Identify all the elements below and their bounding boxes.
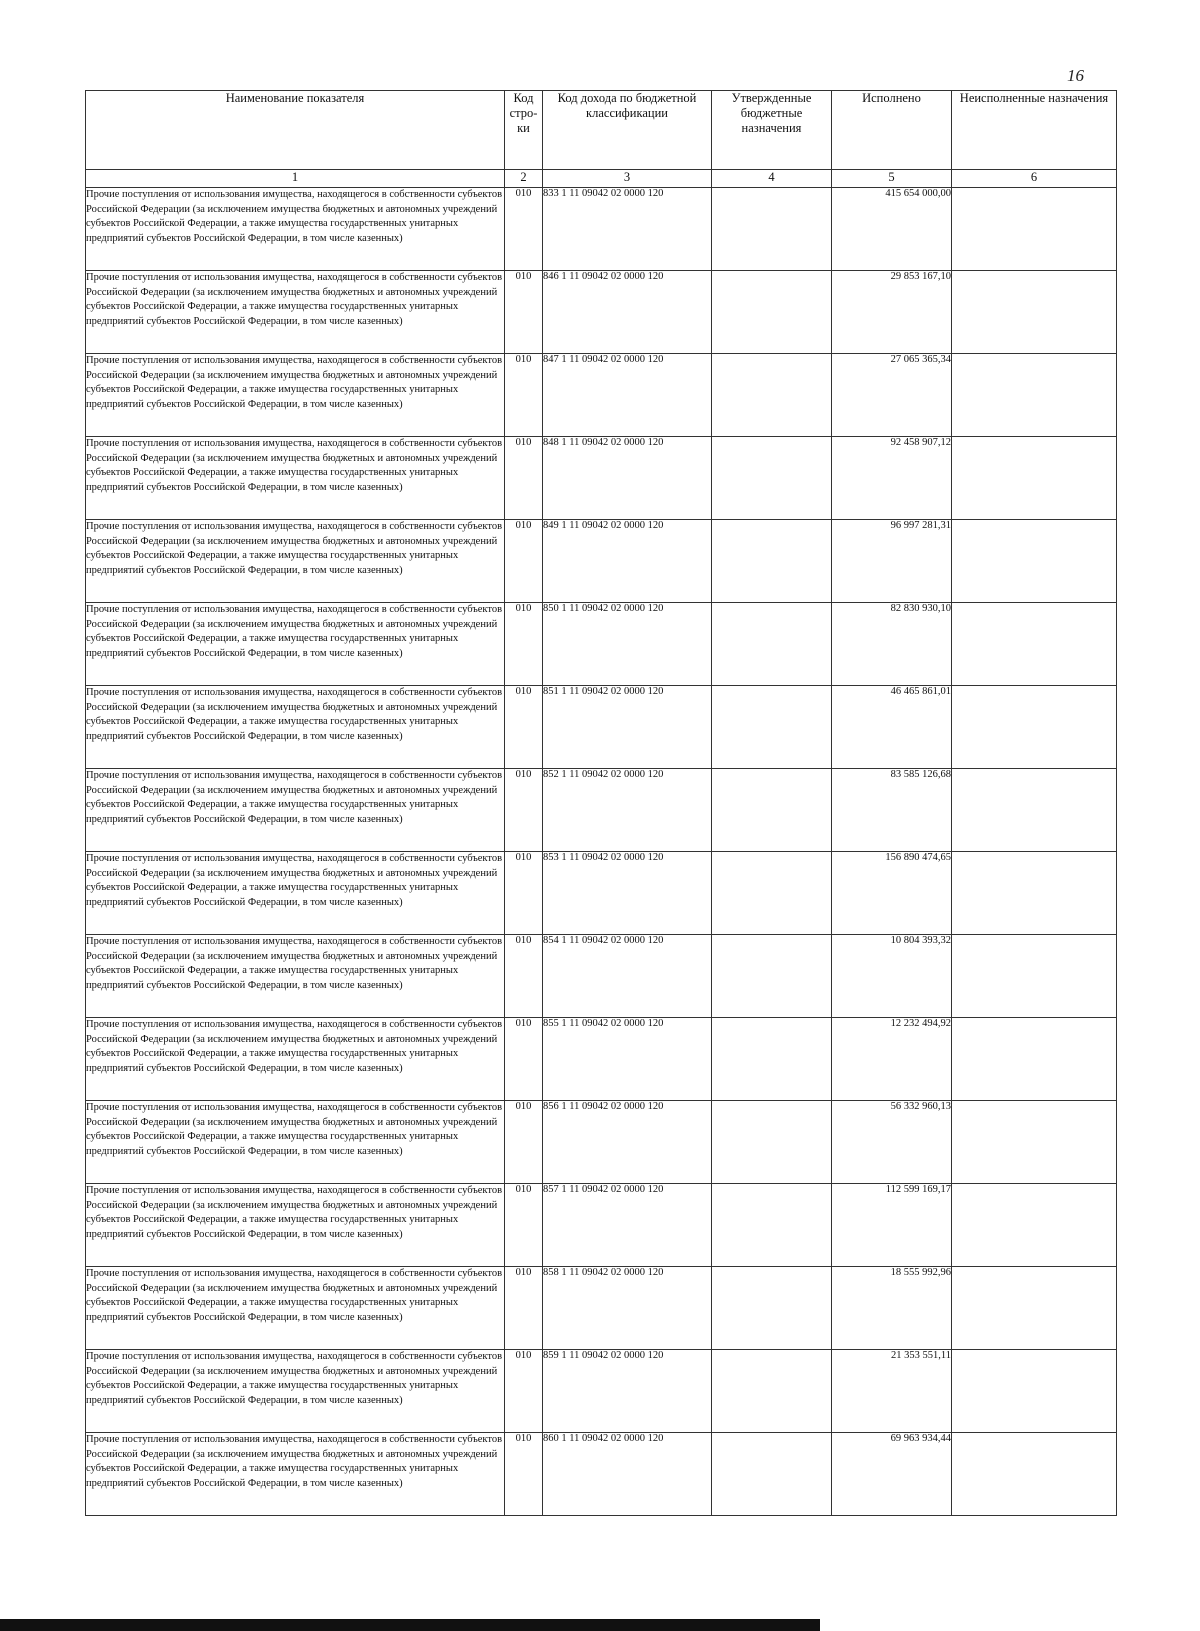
- approved-amount: [712, 686, 832, 769]
- unexecuted-amount: [952, 271, 1117, 354]
- table-header-row: [86, 91, 1117, 170]
- executed-amount: 83 585 126,68: [832, 769, 952, 852]
- approved-amount: [712, 188, 832, 271]
- income-code: 856 1 11 09042 02 0000 120: [543, 1101, 712, 1184]
- unexecuted-amount: [952, 1101, 1117, 1184]
- income-code: 858 1 11 09042 02 0000 120: [543, 1267, 712, 1350]
- executed-amount: 69 963 934,44: [832, 1433, 952, 1516]
- indicator-name: Прочие поступления от использования имущества, находящегося в собственности субъектов Российской Федерации (за исключением имущества бюджетных и автономных учреждений субъектов Российской Федерации, а также имущества государственных унитарных предприятий субъектов Российской Федерации, в том числе казенных): [86, 1267, 505, 1350]
- unexecuted-amount: [952, 437, 1117, 520]
- approved-amount: [712, 520, 832, 603]
- income-code: 857 1 11 09042 02 0000 120: [543, 1184, 712, 1267]
- line-code: 010: [505, 1018, 543, 1101]
- indicator-name: Прочие поступления от использования имущества, находящегося в собственности субъектов Российской Федерации (за исключением имущества бюджетных и автономных учреждений субъектов Российской Федерации, а также имущества государственных унитарных предприятий субъектов Российской Федерации, в том числе казенных): [86, 188, 505, 271]
- income-code: 849 1 11 09042 02 0000 120: [543, 520, 712, 603]
- executed-amount: 156 890 474,65: [832, 852, 952, 935]
- table-row: [86, 769, 1117, 852]
- executed-amount: 27 065 365,34: [832, 354, 952, 437]
- column-number: 5: [832, 170, 952, 188]
- header-approved: Утвержденные бюджетные назначения: [712, 91, 832, 170]
- indicator-name: Прочие поступления от использования имущества, находящегося в собственности субъектов Российской Федерации (за исключением имущества бюджетных и автономных учреждений субъектов Российской Федерации, а также имущества государственных унитарных предприятий субъектов Российской Федерации, в том числе казенных): [86, 354, 505, 437]
- header-indicator-name: Наименование показателя: [86, 91, 505, 170]
- unexecuted-amount: [952, 1433, 1117, 1516]
- approved-amount: [712, 354, 832, 437]
- approved-amount: [712, 1350, 832, 1433]
- unexecuted-amount: [952, 1350, 1117, 1433]
- unexecuted-amount: [952, 1267, 1117, 1350]
- income-code: 833 1 11 09042 02 0000 120: [543, 188, 712, 271]
- budget-execution-table: [85, 90, 1117, 1516]
- column-number: 4: [712, 170, 832, 188]
- line-code: 010: [505, 1184, 543, 1267]
- line-code: 010: [505, 1350, 543, 1433]
- executed-amount: 29 853 167,10: [832, 271, 952, 354]
- approved-amount: [712, 1101, 832, 1184]
- income-code: 855 1 11 09042 02 0000 120: [543, 1018, 712, 1101]
- income-code: 848 1 11 09042 02 0000 120: [543, 437, 712, 520]
- executed-amount: 18 555 992,96: [832, 1267, 952, 1350]
- unexecuted-amount: [952, 520, 1117, 603]
- approved-amount: [712, 271, 832, 354]
- approved-amount: [712, 1433, 832, 1516]
- unexecuted-amount: [952, 1018, 1117, 1101]
- header-line-code: Код стро-ки: [505, 91, 543, 170]
- indicator-name: Прочие поступления от использования имущества, находящегося в собственности субъектов Российской Федерации (за исключением имущества бюджетных и автономных учреждений субъектов Российской Федерации, а также имущества государственных унитарных предприятий субъектов Российской Федерации, в том числе казенных): [86, 686, 505, 769]
- approved-amount: [712, 769, 832, 852]
- unexecuted-amount: [952, 354, 1117, 437]
- table-row: [86, 1018, 1117, 1101]
- unexecuted-amount: [952, 686, 1117, 769]
- line-code: 010: [505, 1101, 543, 1184]
- unexecuted-amount: [952, 1184, 1117, 1267]
- indicator-name: Прочие поступления от использования имущества, находящегося в собственности субъектов Российской Федерации (за исключением имущества бюджетных и автономных учреждений субъектов Российской Федерации, а также имущества государственных унитарных предприятий субъектов Российской Федерации, в том числе казенных): [86, 437, 505, 520]
- line-code: 010: [505, 437, 543, 520]
- approved-amount: [712, 852, 832, 935]
- income-code: 860 1 11 09042 02 0000 120: [543, 1433, 712, 1516]
- executed-amount: 10 804 393,32: [832, 935, 952, 1018]
- indicator-name: Прочие поступления от использования имущества, находящегося в собственности субъектов Российской Федерации (за исключением имущества бюджетных и автономных учреждений субъектов Российской Федерации, а также имущества государственных унитарных предприятий субъектов Российской Федерации, в том числе казенных): [86, 769, 505, 852]
- indicator-name: Прочие поступления от использования имущества, находящегося в собственности субъектов Российской Федерации (за исключением имущества бюджетных и автономных учреждений субъектов Российской Федерации, а также имущества государственных унитарных предприятий субъектов Российской Федерации, в том числе казенных): [86, 1101, 505, 1184]
- table-row: [86, 354, 1117, 437]
- executed-amount: 96 997 281,31: [832, 520, 952, 603]
- table-row: [86, 271, 1117, 354]
- approved-amount: [712, 935, 832, 1018]
- table-row: [86, 1350, 1117, 1433]
- unexecuted-amount: [952, 188, 1117, 271]
- income-code: 852 1 11 09042 02 0000 120: [543, 769, 712, 852]
- line-code: 010: [505, 603, 543, 686]
- line-code: 010: [505, 852, 543, 935]
- column-number: 1: [86, 170, 505, 188]
- table-row: [86, 437, 1117, 520]
- indicator-name: Прочие поступления от использования имущества, находящегося в собственности субъектов Российской Федерации (за исключением имущества бюджетных и автономных учреждений субъектов Российской Федерации, а также имущества государственных унитарных предприятий субъектов Российской Федерации, в том числе казенных): [86, 520, 505, 603]
- column-number: 3: [543, 170, 712, 188]
- executed-amount: 415 654 000,00: [832, 188, 952, 271]
- income-code: 854 1 11 09042 02 0000 120: [543, 935, 712, 1018]
- header-income-code: Код дохода по бюджетной классификации: [543, 91, 712, 170]
- table-row: [86, 1184, 1117, 1267]
- income-code: 850 1 11 09042 02 0000 120: [543, 603, 712, 686]
- indicator-name: Прочие поступления от использования имущества, находящегося в собственности субъектов Российской Федерации (за исключением имущества бюджетных и автономных учреждений субъектов Российской Федерации, а также имущества государственных унитарных предприятий субъектов Российской Федерации, в том числе казенных): [86, 1350, 505, 1433]
- indicator-name: Прочие поступления от использования имущества, находящегося в собственности субъектов Российской Федерации (за исключением имущества бюджетных и автономных учреждений субъектов Российской Федерации, а также имущества государственных унитарных предприятий субъектов Российской Федерации, в том числе казенных): [86, 603, 505, 686]
- table-row: [86, 935, 1117, 1018]
- approved-amount: [712, 1018, 832, 1101]
- indicator-name: Прочие поступления от использования имущества, находящегося в собственности субъектов Российской Федерации (за исключением имущества бюджетных и автономных учреждений субъектов Российской Федерации, а также имущества государственных унитарных предприятий субъектов Российской Федерации, в том числе казенных): [86, 1433, 505, 1516]
- scan-edge-bar: [0, 1619, 820, 1631]
- page-number: 16: [1067, 66, 1084, 85]
- income-code: 853 1 11 09042 02 0000 120: [543, 852, 712, 935]
- column-number: 6: [952, 170, 1117, 188]
- line-code: 010: [505, 271, 543, 354]
- table-row: [86, 520, 1117, 603]
- approved-amount: [712, 437, 832, 520]
- executed-amount: 56 332 960,13: [832, 1101, 952, 1184]
- unexecuted-amount: [952, 935, 1117, 1018]
- indicator-name: Прочие поступления от использования имущества, находящегося в собственности субъектов Российской Федерации (за исключением имущества бюджетных и автономных учреждений субъектов Российской Федерации, а также имущества государственных унитарных предприятий субъектов Российской Федерации, в том числе казенных): [86, 1018, 505, 1101]
- line-code: 010: [505, 520, 543, 603]
- income-code: 859 1 11 09042 02 0000 120: [543, 1350, 712, 1433]
- indicator-name: Прочие поступления от использования имущества, находящегося в собственности субъектов Российской Федерации (за исключением имущества бюджетных и автономных учреждений субъектов Российской Федерации, а также имущества государственных унитарных предприятий субъектов Российской Федерации, в том числе казенных): [86, 1184, 505, 1267]
- indicator-name: Прочие поступления от использования имущества, находящегося в собственности субъектов Российской Федерации (за исключением имущества бюджетных и автономных учреждений субъектов Российской Федерации, а также имущества государственных унитарных предприятий субъектов Российской Федерации, в том числе казенных): [86, 271, 505, 354]
- table-row: [86, 852, 1117, 935]
- executed-amount: 12 232 494,92: [832, 1018, 952, 1101]
- table-row: [86, 1267, 1117, 1350]
- line-code: 010: [505, 1433, 543, 1516]
- header-executed: Исполнено: [832, 91, 952, 170]
- line-code: 010: [505, 188, 543, 271]
- table-row: [86, 686, 1117, 769]
- income-code: 851 1 11 09042 02 0000 120: [543, 686, 712, 769]
- executed-amount: 46 465 861,01: [832, 686, 952, 769]
- line-code: 010: [505, 935, 543, 1018]
- line-code: 010: [505, 769, 543, 852]
- executed-amount: 21 353 551,11: [832, 1350, 952, 1433]
- unexecuted-amount: [952, 603, 1117, 686]
- executed-amount: 82 830 930,10: [832, 603, 952, 686]
- unexecuted-amount: [952, 852, 1117, 935]
- table-row: [86, 603, 1117, 686]
- line-code: 010: [505, 1267, 543, 1350]
- executed-amount: 92 458 907,12: [832, 437, 952, 520]
- unexecuted-amount: [952, 769, 1117, 852]
- table-row: [86, 1101, 1117, 1184]
- line-code: 010: [505, 354, 543, 437]
- header-unexecuted: Неисполненные назначения: [952, 91, 1117, 170]
- indicator-name: Прочие поступления от использования имущества, находящегося в собственности субъектов Российской Федерации (за исключением имущества бюджетных и автономных учреждений субъектов Российской Федерации, а также имущества государственных унитарных предприятий субъектов Российской Федерации, в том числе казенных): [86, 852, 505, 935]
- column-number-row: [86, 170, 1117, 188]
- income-code: 847 1 11 09042 02 0000 120: [543, 354, 712, 437]
- indicator-name: Прочие поступления от использования имущества, находящегося в собственности субъектов Российской Федерации (за исключением имущества бюджетных и автономных учреждений субъектов Российской Федерации, а также имущества государственных унитарных предприятий субъектов Российской Федерации, в том числе казенных): [86, 935, 505, 1018]
- income-code: 846 1 11 09042 02 0000 120: [543, 271, 712, 354]
- approved-amount: [712, 603, 832, 686]
- table-row: [86, 1433, 1117, 1516]
- approved-amount: [712, 1184, 832, 1267]
- column-number: 2: [505, 170, 543, 188]
- line-code: 010: [505, 686, 543, 769]
- approved-amount: [712, 1267, 832, 1350]
- table-row: [86, 188, 1117, 271]
- executed-amount: 112 599 169,17: [832, 1184, 952, 1267]
